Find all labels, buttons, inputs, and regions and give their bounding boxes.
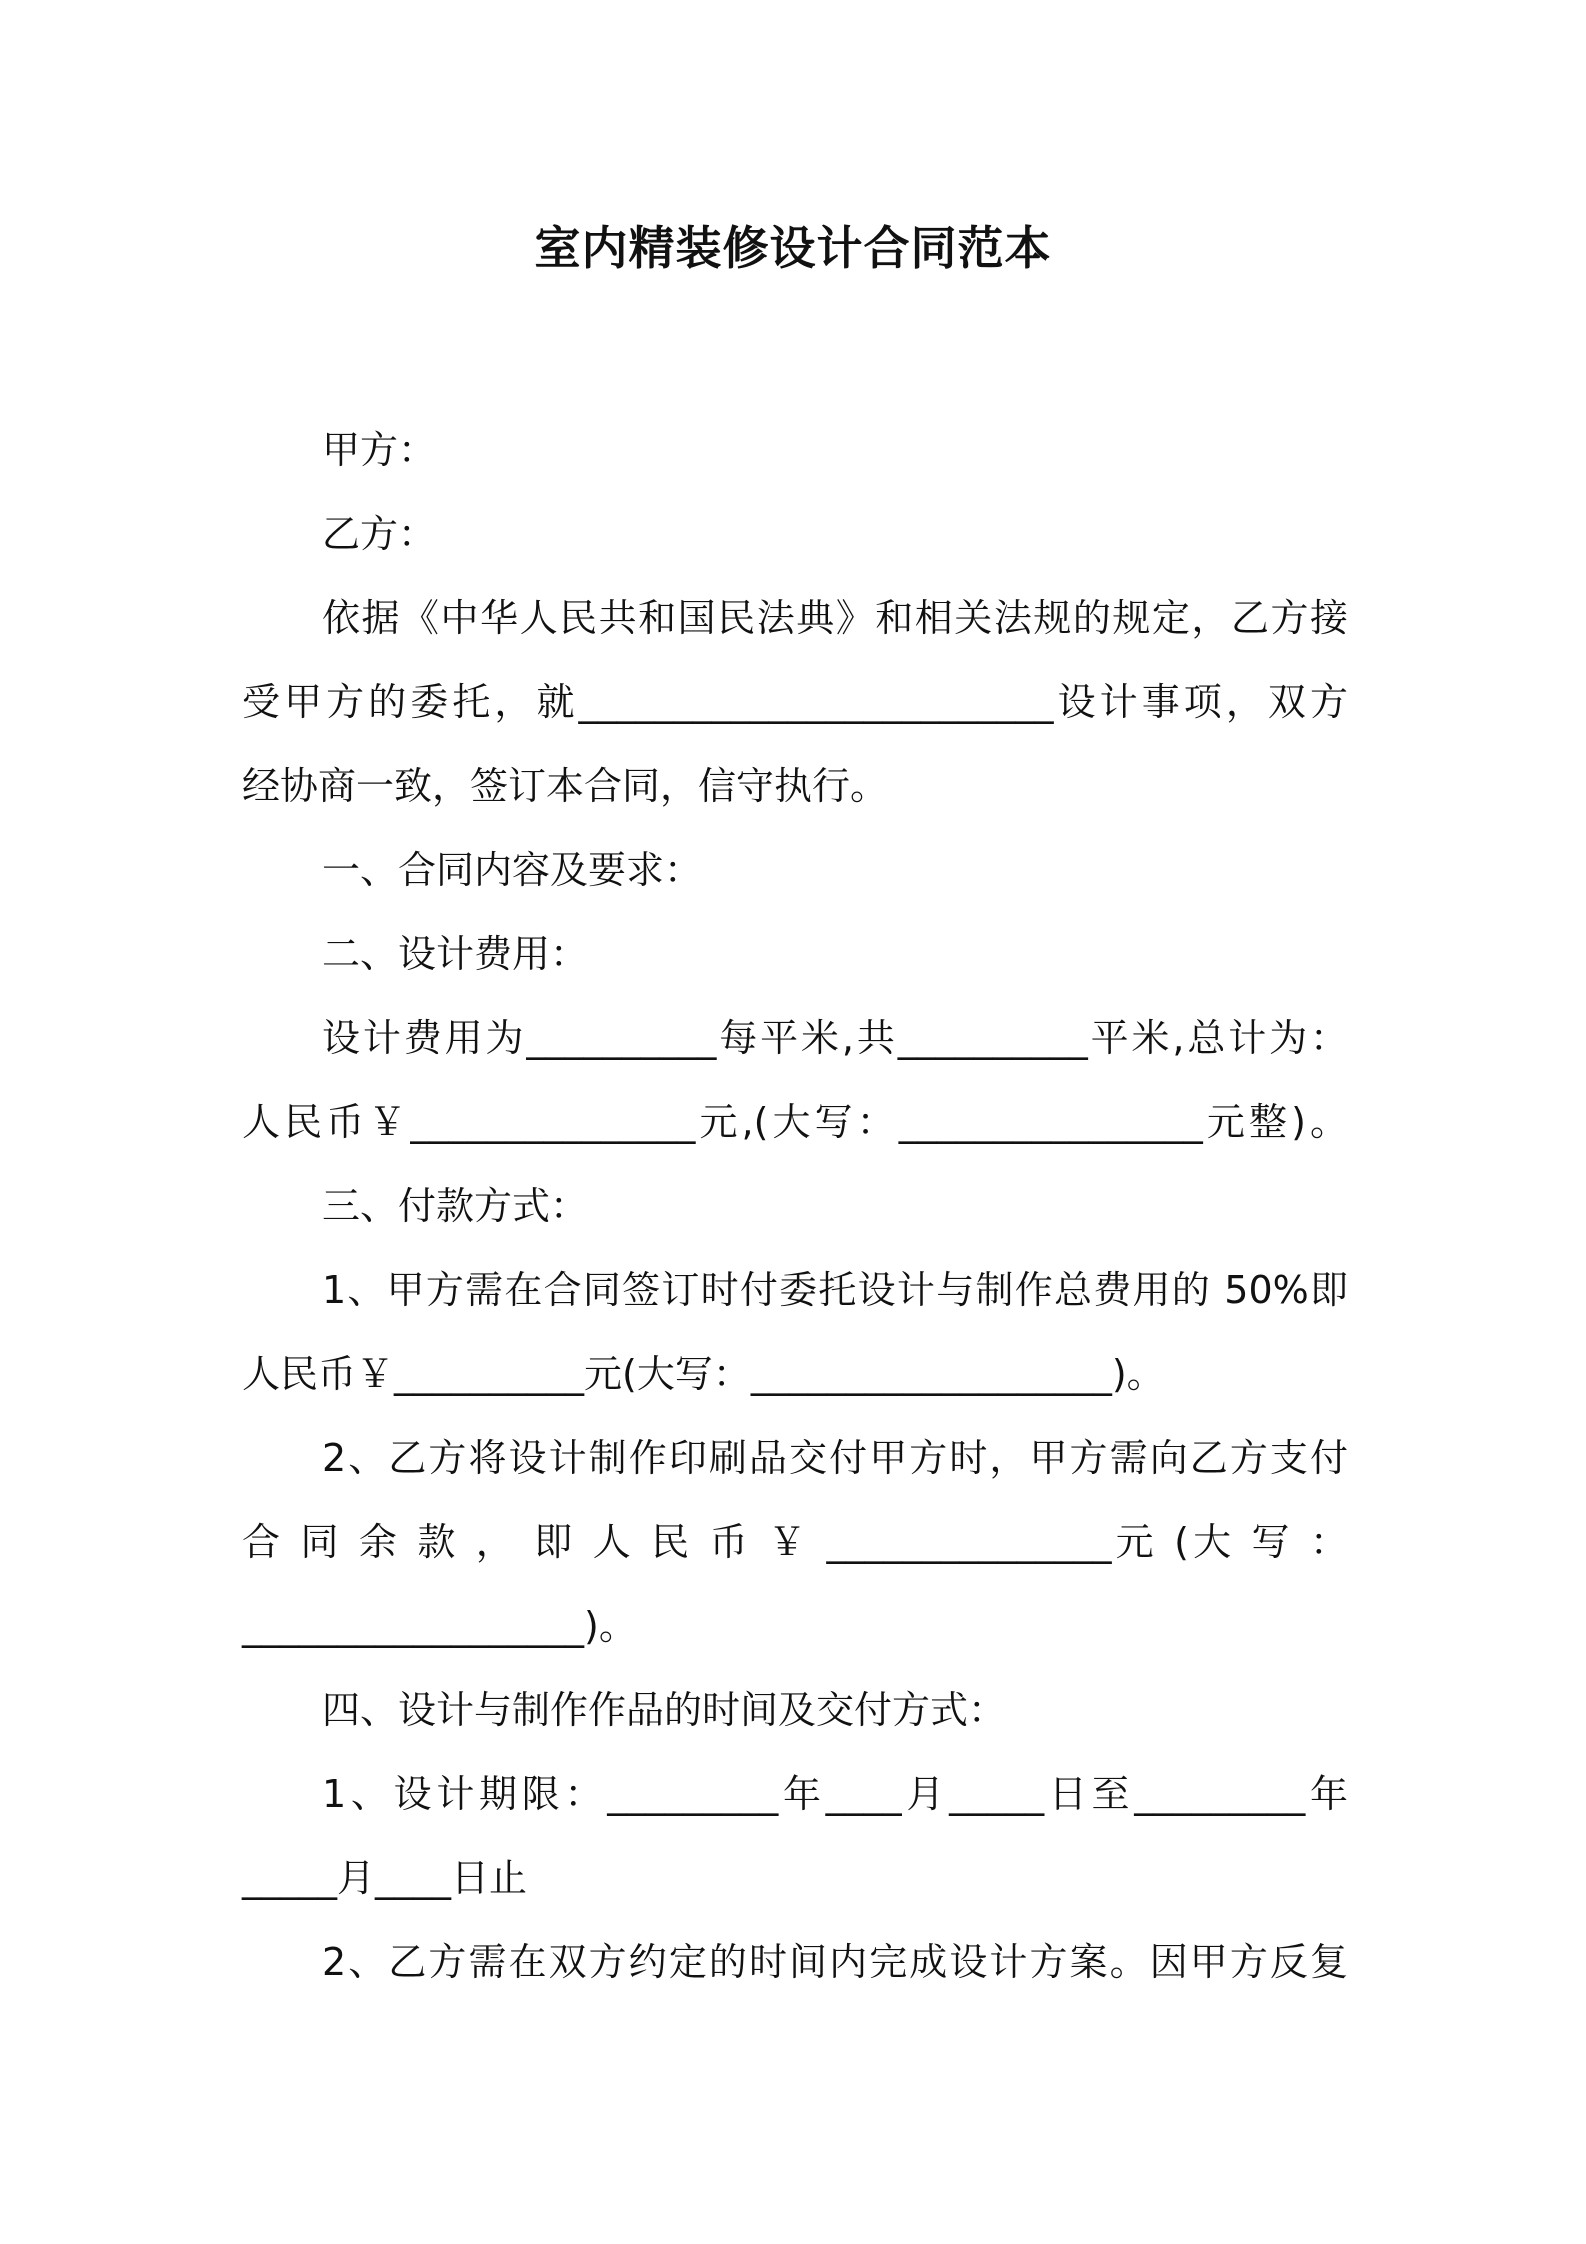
- section-heading-2: 二、设计费用：: [322, 932, 589, 976]
- document-title: 室内精装修设计合同范本: [534, 221, 1052, 275]
- period-line-1a: 1、设计期限：_________年____月_____日至_________年: [322, 1772, 1348, 1816]
- preamble-line-1: 依据《中华人民共和国民法典》和相关法规的规定，乙方接: [322, 596, 1348, 640]
- document-body: [242, 408, 1348, 2004]
- party-a-line: 甲方：: [322, 428, 437, 472]
- period-line-1b: _____月____日止: [242, 1856, 528, 1900]
- payment-line-2a: 2、乙方将设计制作印刷品交付甲方时，甲方需向乙方支付: [322, 1436, 1348, 1480]
- payment-line-1b: 人民币￥__________元(大写：___________________)。: [242, 1352, 1165, 1396]
- period-line-2: 2、乙方需在双方约定的时间内完成设计方案。因甲方反复: [322, 1940, 1348, 1984]
- payment-line-2c: __________________)。: [242, 1604, 637, 1648]
- party-b-line: 乙方：: [322, 512, 437, 556]
- payment-line-2b: 合 同 余 款 ， 即 人 民 币 ￥ _______________元 (大 写 ：: [242, 1520, 1348, 1564]
- section-heading-3: 三、付款方式：: [322, 1184, 589, 1228]
- section-heading-1: 一、合同内容及要求：: [322, 848, 703, 892]
- preamble-line-2: 受甲方的委托，就_________________________设计事项，双方: [242, 680, 1348, 724]
- payment-line-1a: 1、甲方需在合同签订时付委托设计与制作总费用的 50%即: [322, 1268, 1348, 1312]
- preamble-line-3: 经协商一致，签订本合同，信守执行。: [242, 764, 889, 808]
- fee-line-2: 人民币￥_______________元,(大写：________________元整)。: [242, 1100, 1348, 1144]
- section-heading-4: 四、设计与制作作品的时间及交付方式：: [322, 1688, 1007, 1732]
- fee-line-1: 设计费用为__________每平米,共__________平米,总计为：: [322, 1016, 1348, 1060]
